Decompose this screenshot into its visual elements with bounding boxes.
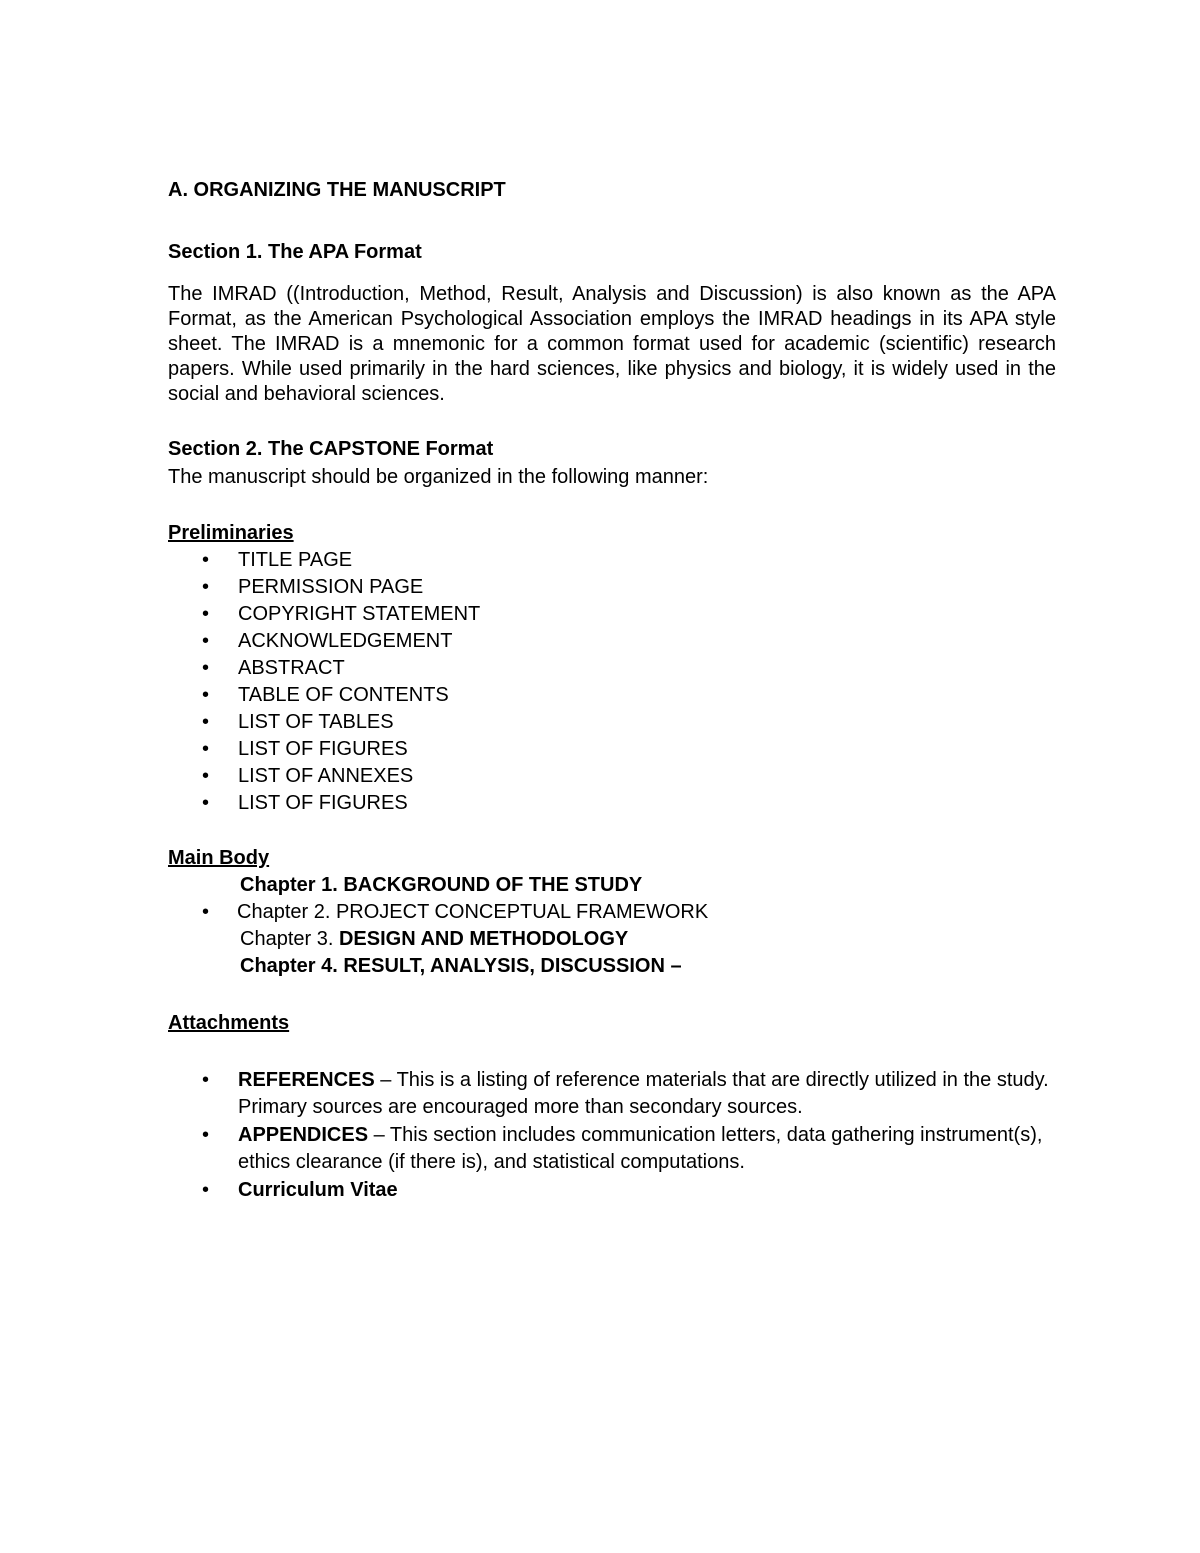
main-body-title: Main Body — [168, 847, 270, 869]
list-item-text: COPYRIGHT STATEMENT — [238, 603, 481, 625]
chapter-2-text: Chapter 2. PROJECT CONCEPTUAL FRAMEWORK — [237, 901, 709, 923]
list-item — [168, 601, 1056, 628]
document-page — [168, 176, 1056, 1205]
list-item — [168, 1177, 1056, 1204]
list-item — [168, 736, 1056, 763]
list-item-text: LIST OF ANNEXES — [238, 765, 414, 787]
attachment-label: REFERENCES — [238, 1069, 375, 1091]
attachment-label: Curriculum Vitae — [238, 1179, 398, 1201]
list-item-text: LIST OF TABLES — [238, 711, 394, 733]
list-item-text: PERMISSION PAGE — [238, 576, 424, 598]
attachment-text: – This section includes communication letters, data gathering instrument(s), ethics clearance (if there is), and statistical computations. — [238, 1124, 1043, 1173]
section1-title: Section 1. The APA Format — [168, 241, 422, 263]
list-item-text: TITLE PAGE — [238, 549, 353, 571]
chapter-3-prefix: Chapter 3. — [240, 928, 339, 950]
chapter-3-title: DESIGN AND METHODOLOGY — [338, 928, 629, 950]
bullet-icon: • — [202, 765, 210, 787]
list-item-text: LIST OF FIGURES — [238, 738, 408, 760]
attachments-title: Attachments — [168, 1012, 290, 1034]
preliminaries-title: Preliminaries — [168, 522, 294, 544]
attachment-text: – This is a listing of reference materials that are directly utilized in the study. Primary sources are encouraged more than secondary sources. — [238, 1069, 1049, 1118]
bullet-icon: • — [202, 657, 210, 679]
list-item-text: TABLE OF CONTENTS — [238, 684, 449, 706]
section1-paragraph: The IMRAD ((Introduction, Method, Result, Analysis and Discussion) is also known as the APA Format, as the American Psychological Association employs the IMRAD headings in its APA style sheet. The IMRAD is a mnemonic for a common format used for academic (scientific) research papers. While used primarily in the hard sciences, like physics and biology, it is widely used in the social and behavioral sciences. — [168, 283, 1056, 405]
list-item — [168, 547, 1056, 574]
list-item-text: LIST OF FIGURES — [238, 792, 408, 814]
main-heading: A. ORGANIZING THE MANUSCRIPT — [168, 179, 506, 201]
list-item — [168, 682, 1056, 709]
list-item — [168, 628, 1056, 655]
bullet-icon: • — [202, 684, 210, 706]
list-item — [168, 763, 1056, 790]
list-item — [168, 574, 1056, 601]
chapter-2 — [168, 899, 1056, 926]
attachment-label: APPENDICES — [238, 1124, 369, 1146]
chapter-4: Chapter 4. RESULT, ANALYSIS, DISCUSSION – — [240, 955, 682, 977]
bullet-icon: • — [202, 603, 210, 625]
section2-intro: The manuscript should be organized in the following manner: — [168, 466, 709, 488]
bullet-icon: • — [202, 711, 210, 733]
list-item-text: ACKNOWLEDGEMENT — [238, 630, 453, 652]
bullet-icon: • — [202, 738, 210, 760]
section2-title: Section 2. The CAPSTONE Format — [168, 438, 494, 460]
bullet-icon: • — [202, 1179, 210, 1201]
preliminaries-list — [168, 547, 1056, 817]
bullet-icon: • — [202, 576, 210, 598]
bullet-icon: • — [202, 1124, 210, 1146]
bullet-icon: • — [202, 1069, 210, 1091]
chapter-3 — [168, 926, 1056, 953]
bullet-icon: • — [202, 630, 210, 652]
list-item — [168, 655, 1056, 682]
list-item-text: ABSTRACT — [238, 657, 345, 679]
chapter-1: Chapter 1. BACKGROUND OF THE STUDY — [240, 874, 643, 896]
list-item — [168, 709, 1056, 736]
list-item — [168, 790, 1056, 817]
attachments-list — [168, 1067, 1056, 1204]
bullet-icon: • — [202, 901, 210, 923]
list-item — [168, 1122, 1056, 1176]
bullet-icon: • — [202, 792, 210, 814]
bullet-icon: • — [202, 549, 210, 571]
list-item — [168, 1067, 1056, 1121]
